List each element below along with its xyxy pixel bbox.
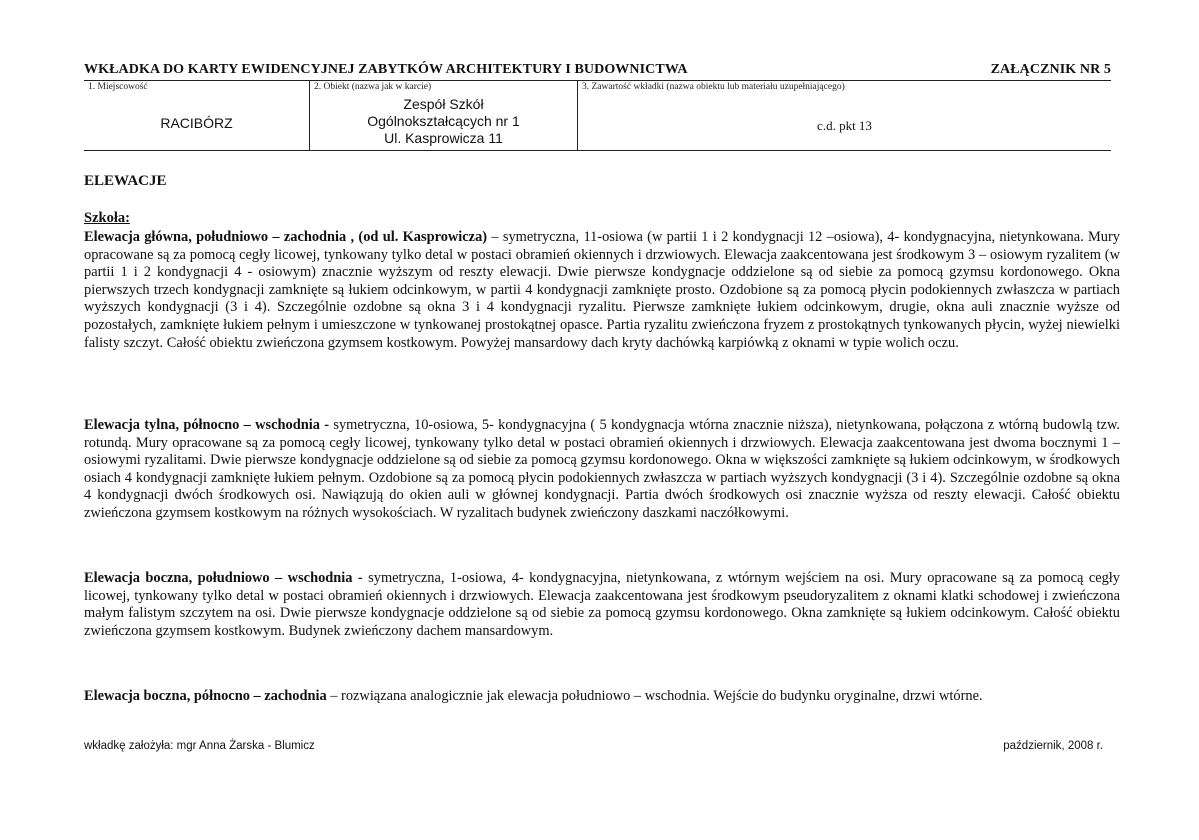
locality-label: 1. Miejscowość — [88, 82, 148, 92]
paragraph-text: – symetryczna, 11-osiowa (w partii 1 i 2 kondygnacji 12 –osiowa), 4- kondygnacyjna, nietynkowana. Mury opracowane są za pomocą cegły licowej, tynkowany tylko detal w postaci obramień okiennych i drzwiowych. Elewacja zaakcentowana jest środkowym 3 – osiowym ryzalitem (w partii 1 i 2 kondygnacji 4 - osiowym) znacznie wyższym od reszty elewacji. Dwie pierwsze kondygnacje oddzielone są od siebie za pomocą gzymsu kordonowego. Okna pierwszych trzech kondygnacji zamknięte są łukiem odcinkowym, w partii 4 kondygnacji zamknięte prosto. Ozdobione są za pomocą płycin podokiennych zwłaszcza w partiach wyższych kondygnacji (3 i 4). Szczególnie ozdobne są okna 3 i 4 kondygnacji ryzalitu. Pierwsze zamknięte łukiem odcinkowym, drugie, okna auli znacznie wyższe od pozostałych, zamknięte łukiem pełnym i umieszczone w tynkowanej prostokątnej opasce. Partia ryzalitu zwieńczona fryzem z prostokątnych tynkowanych płycin, wyżej niewielki falisty szczyt. Całość obiektu zwieńczona gzymsem kostkowym. Powyżej mansardowy dach kryty dachówką karpiówką z oknami w typie wolich oczu. — [84, 229, 1120, 351]
object-line-3: Ul. Kasprowicza 11 — [384, 130, 503, 146]
paragraph-text: symetryczna, 1-osiowa, 4- kondygnacyjna, nietynkowana, z wtórnym wejściem na osi. Mury opracowane są za pomocą cegły licowej, tynkowany tylko detal w postaci obramień okiennych i drzwiowych. Elewacja zaakcentowana jest środkowym pseudoryzalitem z oknami klatki schodowej i zwieńczona małym falistym szczytem na osi. Dwie pierwsze kondygnacje oddzielone są od siebie za pomocą gzymsu kordonowego. Okna zamknięte są łukiem odcinkowym. Całość obiektu zwieńczona gzymsem kostkowym. Budynek zwieńczony dachem mansardowym. — [84, 570, 1120, 639]
cell-object — [309, 80, 577, 150]
document-header — [84, 62, 1111, 78]
object-label: 2. Obiekt (nazwa jak w karcie) — [314, 82, 432, 92]
contents-value: c.d. pkt 13 — [817, 118, 872, 133]
cell-contents — [577, 80, 1111, 150]
object-line-2: Ogólnokształcących nr 1 — [367, 113, 520, 129]
footer-author: wkładkę założyła: mgr Anna Żarska - Blumicz — [84, 740, 315, 752]
locality-value: RACIBÓRZ — [160, 115, 233, 131]
subtitle: Szkoła: — [84, 210, 130, 226]
paragraph-main-elevation — [84, 229, 1120, 352]
info-table — [84, 80, 1111, 150]
paragraph-text: symetryczna, 10-osiowa, 5- kondygnacyjna ( 5 kondygnacja wtórna znacznie niższa), nietynkowana, połączona z wtórną budowlą tzw. rotundą. Mury opracowane są za pomocą cegły licowej, tynkowany tylko detal w postaci obramień okiennych i drzwiowych. Elewacja zaakcentowana jest dwoma bocznymi 1 – osiowymi ryzalitami. Dwie pierwsze kondygnacje oddzielone są od siebie za pomocą gzymsu kordonowego. Okna w większości zamknięte są łukiem odcinkowym, w środkowych osiach 4 kondygnacji zamknięte łukiem pełnym. Ozdobione są za pomocą płycin podokiennych zwłaszcza w partiach wyższych kondygnacji (3 i 4). Szczególnie ozdobne są okna 4 kondygnacji dwóch środkowych osi. Nawiązują do okien auli w głównej kondygnacji. Partia dwóch środkowych osi znacznie wyższa od reszty elewacji. Całość obiektu zwieńczona gzymsem kostkowym na różnych wysokościach. W ryzalitach budynek zwieńczony daszkami naczółkowymi. — [84, 417, 1121, 521]
paragraph-rear-elevation — [84, 417, 1120, 523]
object-value — [310, 96, 577, 147]
paragraph-heading: Elewacja tylna, północno – wschodnia - — [84, 417, 330, 433]
paragraph-heading: Elewacja boczna, północno – zachodnia — [84, 688, 327, 704]
footer-date: październik, 2008 r. — [1003, 740, 1103, 752]
paragraph-northwest-elevation — [84, 688, 1120, 706]
paragraph-heading: Elewacja boczna, południowo – wschodnia - — [84, 570, 363, 586]
section-title: ELEWACJE — [84, 173, 167, 189]
table-bottom-rule — [84, 150, 1111, 151]
document-title: WKŁADKA DO KARTY EWIDENCYJNEJ ZABYTKÓW ARCHITEKTURY I BUDOWNICTWA — [84, 62, 688, 77]
cell-locality — [84, 80, 309, 150]
paragraph-southeast-elevation — [84, 570, 1120, 640]
paragraph-heading: Elewacja główna, południowo – zachodnia , (od ul. Kasprowicza) — [84, 229, 488, 245]
object-line-1: Zespół Szkół — [403, 96, 484, 112]
paragraph-text: – rozwiązana analogicznie jak elewacja południowo – wschodnia. Wejście do budynku oryginalne, drzwi wtórne. — [326, 688, 983, 704]
attachment-number: ZAŁĄCZNIK NR 5 — [990, 62, 1111, 77]
contents-label: 3. Zawartość wkładki (nazwa obiektu lub materiału uzupełniającego) — [582, 82, 845, 92]
